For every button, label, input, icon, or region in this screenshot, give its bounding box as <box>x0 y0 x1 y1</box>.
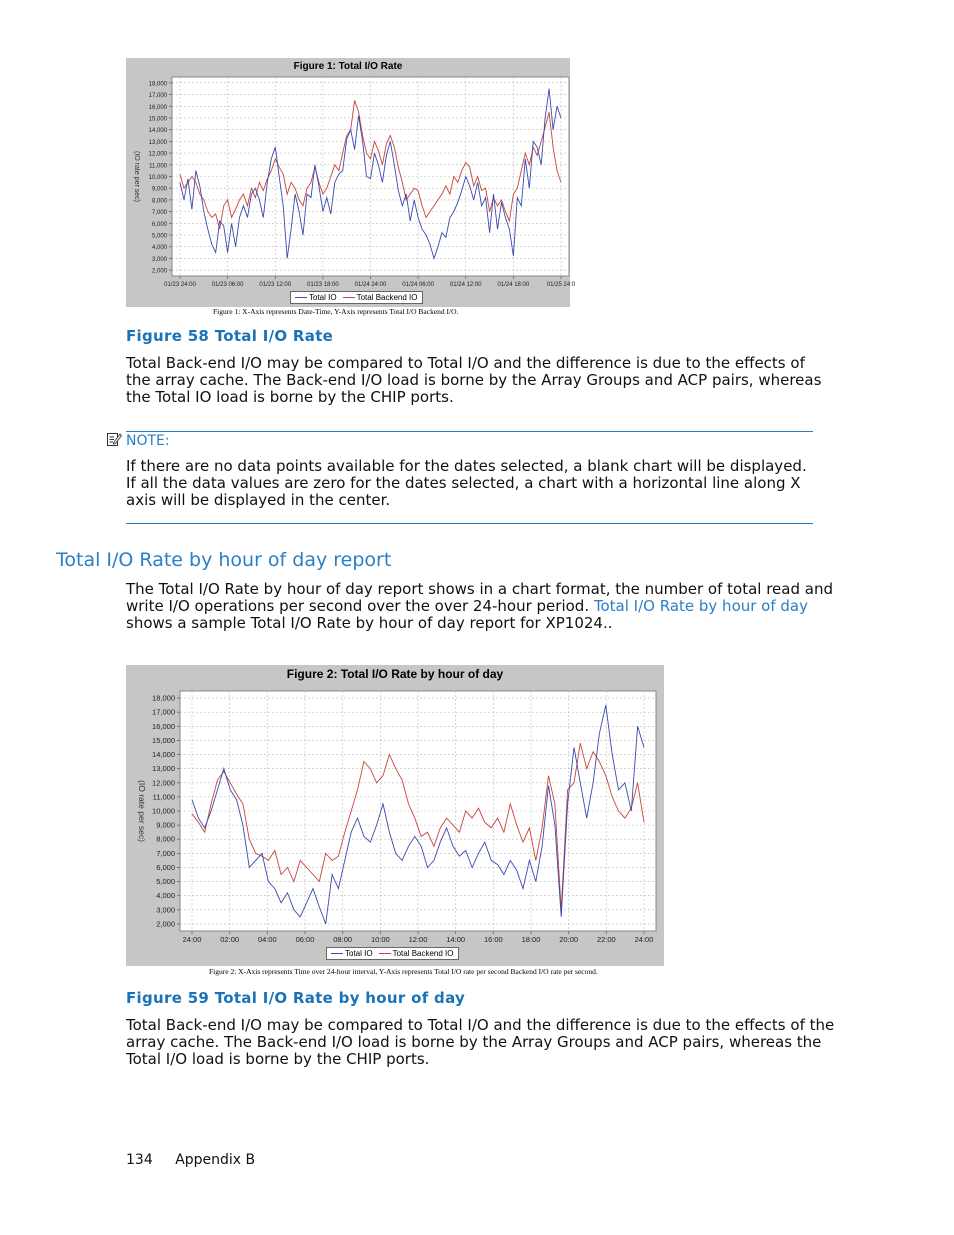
y-tick-label: 10,000 <box>152 806 175 816</box>
x-tick-label: 18:00 <box>521 935 541 944</box>
chart-title: Figure 1: Total I/O Rate <box>293 61 403 72</box>
legend-swatch-backend-io <box>379 953 391 954</box>
x-tick-label: 01/24 18:00 <box>497 282 530 288</box>
figure-58-chart <box>126 58 576 307</box>
y-tick-label: 14,000 <box>148 128 167 135</box>
legend-label-total-io: Total IO <box>345 949 373 958</box>
x-tick-label: 24:00 <box>182 935 202 944</box>
y-tick-label: 5,000 <box>151 233 167 240</box>
figure-59-legend <box>326 947 459 960</box>
figure-58-chart-svg <box>126 58 576 307</box>
y-tick-label: 3,000 <box>156 905 175 915</box>
y-tick-label: 13,000 <box>152 764 175 774</box>
y-tick-label: 12,000 <box>152 778 175 788</box>
section-paragraph-text-2: shows a sample Total I/O Rate by hour of day report for XP1024.. <box>126 614 613 632</box>
y-tick-label: 11,000 <box>152 792 175 802</box>
legend-label-backend-io: Total Backend IO <box>356 293 418 302</box>
y-tick-label: 18,000 <box>152 693 175 703</box>
x-tick-label: 24:00 <box>634 935 654 944</box>
y-tick-label: 5,000 <box>156 877 175 887</box>
y-tick-label: 11,000 <box>149 163 167 170</box>
figure-59-chart-svg <box>126 665 664 966</box>
legend-item-backend-io <box>343 293 418 302</box>
y-tick-label: 17,000 <box>148 93 167 100</box>
footer <box>126 1152 255 1168</box>
y-tick-label: 7,000 <box>156 848 175 858</box>
x-tick-label: 14:00 <box>446 935 466 944</box>
paragraph-backend-io-1: Total Back-end I/O may be compared to Total I/O and the difference is due to the effects of the array cache. The Back-end I/O load is borne by the Array Groups and ACP pairs, whereas the Total IO load is borne by the CHIP ports. <box>126 354 822 406</box>
y-tick-label: 4,000 <box>156 891 175 901</box>
x-tick-label: 01/23 18:00 <box>307 282 339 288</box>
y-tick-label: 16,000 <box>148 104 167 111</box>
note-bottom-rule <box>126 523 813 524</box>
y-tick-label: 6,000 <box>151 221 167 228</box>
y-tick-label: 13,000 <box>148 139 167 146</box>
y-tick-label: 18,000 <box>148 81 167 88</box>
y-tick-label: 8,000 <box>151 198 167 205</box>
x-tick-label: 01/24 06:00 <box>402 282 434 288</box>
figure-59-link[interactable]: Total I/O Rate by hour of day <box>593 597 808 615</box>
legend-swatch-total-io <box>295 297 307 298</box>
y-tick-label: 17,000 <box>152 707 175 717</box>
legend-item-backend-io <box>379 949 454 958</box>
y-tick-label: 14,000 <box>152 750 175 760</box>
note-text: If there are no data points available for the dates selected, a blank chart will be displayed. If all the data values are zero for the dates selected, a chart with a horizontal line along X axis will be displayed in the center. <box>126 457 807 509</box>
x-tick-label: 10:00 <box>370 935 390 944</box>
y-tick-label: 15,000 <box>148 116 167 123</box>
footer-section: Appendix B <box>175 1152 256 1168</box>
y-tick-label: 3,000 <box>151 256 167 263</box>
y-tick-label: 15,000 <box>152 735 175 745</box>
note-top-rule <box>126 431 813 432</box>
x-tick-label: 20:00 <box>559 935 579 944</box>
x-tick-label: 02:00 <box>220 935 240 944</box>
y-tick-label: 2,000 <box>156 919 175 929</box>
y-tick-label: 8,000 <box>156 834 175 844</box>
x-tick-label: 01/23 24:00 <box>164 282 196 288</box>
y-tick-label: 2,000 <box>151 268 167 275</box>
y-tick-label: 10,000 <box>148 175 167 181</box>
figure-58-legend <box>290 291 423 304</box>
figure-59-chart <box>126 665 664 966</box>
legend-item-total-io <box>331 949 373 958</box>
legend-label-total-io: Total IO <box>309 293 337 302</box>
y-tick-label: 6,000 <box>156 862 175 872</box>
section-heading: Total I/O Rate by hour of day report <box>56 549 392 571</box>
legend-item-total-io <box>295 293 337 302</box>
y-axis-label: (IO rate per sec) <box>137 780 147 842</box>
x-tick-label: 01/23 06:00 <box>211 282 244 288</box>
y-tick-label: 16,000 <box>152 721 175 731</box>
x-tick-label: 08:00 <box>333 935 353 944</box>
x-tick-label: 01/24 12:00 <box>449 282 482 288</box>
legend-swatch-total-io <box>331 953 343 954</box>
x-tick-label: 22:00 <box>596 935 616 944</box>
x-tick-label: 06:00 <box>295 935 315 944</box>
y-tick-label: 7,000 <box>151 210 167 217</box>
y-tick-label: 9,000 <box>156 820 175 830</box>
figure-59-axis-note: Figure 2: X-Axis represents Time over 24-hour interval, Y-Axis represents Total I/O rate per second Backend I/O rate per second. <box>209 967 598 976</box>
y-tick-label: 4,000 <box>151 245 167 252</box>
note-label: NOTE: <box>126 433 170 449</box>
y-tick-label: 12,000 <box>148 151 167 158</box>
section-paragraph-text-1: The Total I/O Rate by hour of day report shows in a chart format, the number of total read and write I/O operations per second over the over 24-hour period. <box>126 580 833 615</box>
y-tick-label: 9,000 <box>151 186 167 193</box>
legend-swatch-backend-io <box>343 297 355 298</box>
x-tick-label: 12:00 <box>408 935 428 944</box>
x-tick-label: 01/23 12:00 <box>259 282 292 288</box>
x-tick-label: 01/24 24:00 <box>354 282 387 288</box>
figure-58-caption: Figure 58 Total I/O Rate <box>126 327 334 345</box>
chart-title: Figure 2: Total I/O Rate by hour of day <box>286 667 504 681</box>
section-paragraph <box>126 581 838 632</box>
paragraph-backend-io-2: Total Back-end I/O may be compared to Total I/O and the difference is due to the effects of the array cache. The Back-end I/O load is borne by the Array Groups and ACP pairs, whereas the Total I/O load is borne by the CHIP ports. <box>126 1016 835 1068</box>
x-tick-label: 01/25 24:0 <box>546 282 576 288</box>
figure-58-axis-note: Figure 1: X-Axis represents Date-Time, Y-Axis represents Total I/O Backend I/O. <box>213 307 459 316</box>
note-icon <box>106 431 122 447</box>
figure-59-caption: Figure 59 Total I/O Rate by hour of day <box>126 989 466 1007</box>
x-tick-label: 16:00 <box>483 935 503 944</box>
x-tick-label: 04:00 <box>257 935 277 944</box>
page-number: 134 <box>126 1152 153 1168</box>
y-axis-label: (IO rate per sec) <box>133 151 140 202</box>
legend-label-backend-io: Total Backend IO <box>392 949 454 958</box>
